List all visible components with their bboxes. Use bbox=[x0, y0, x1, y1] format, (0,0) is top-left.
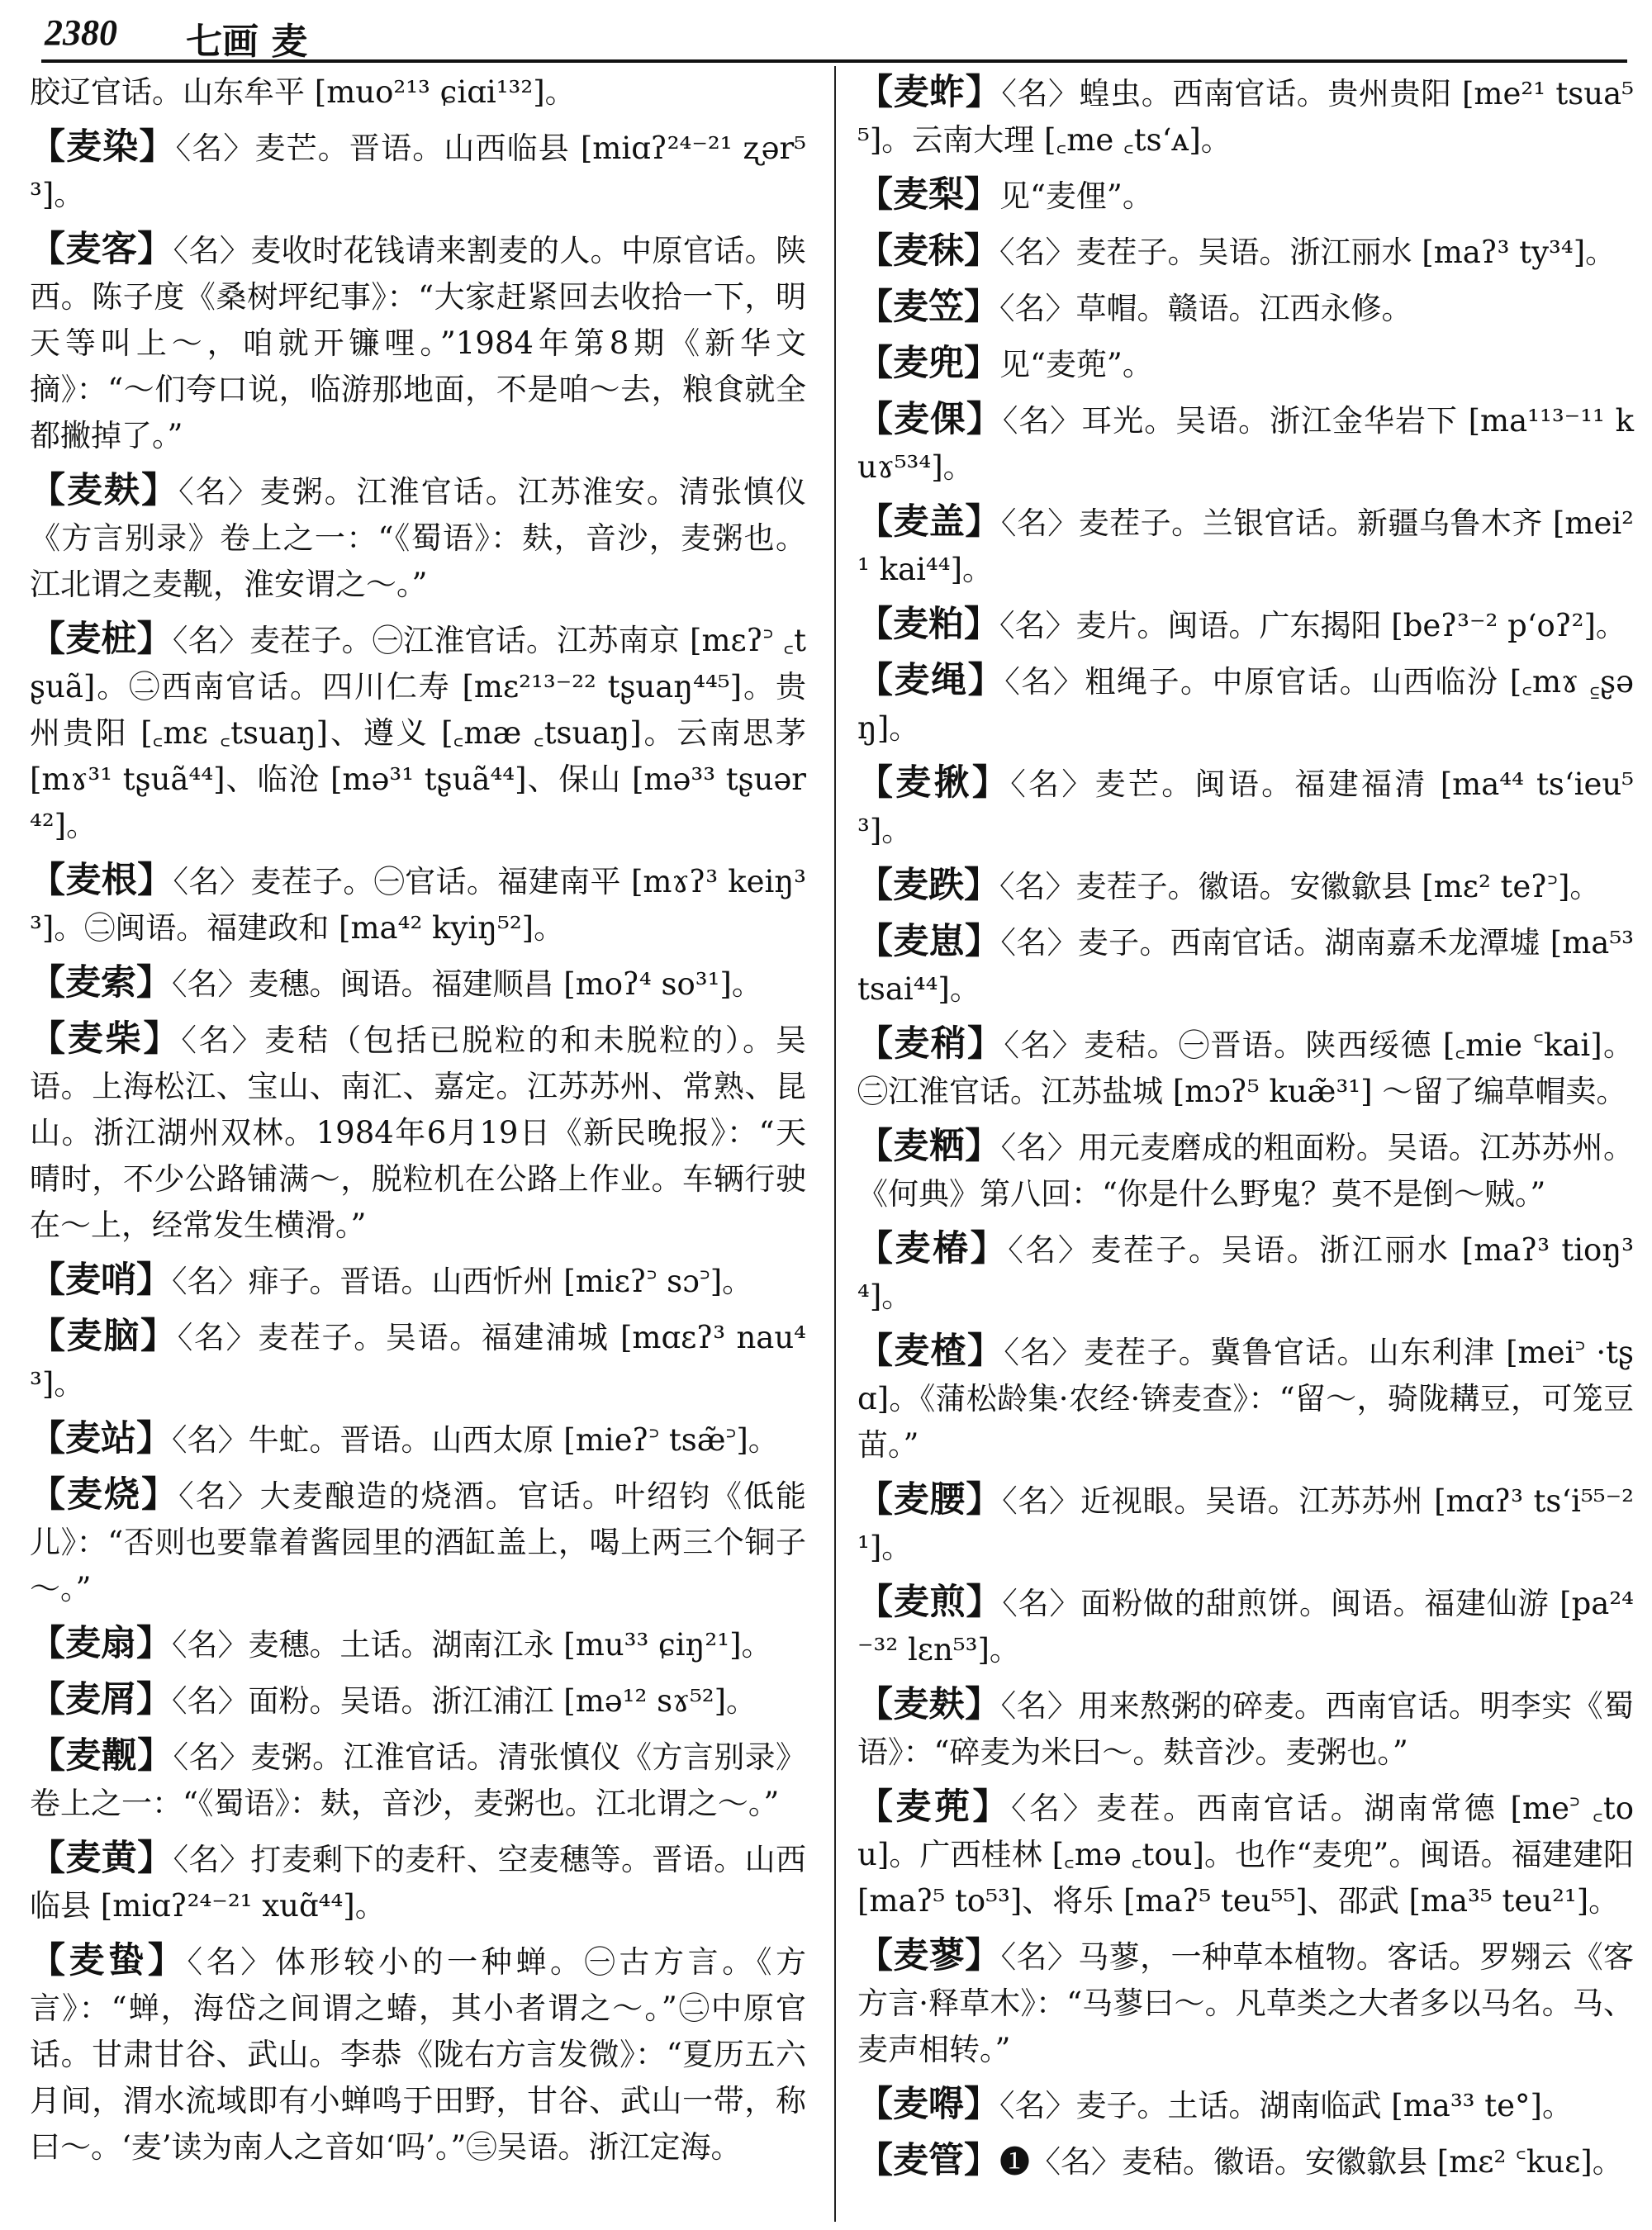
dictionary-entry bbox=[857, 1477, 1634, 1571]
entry-definition: 〈名〉痱子。晋语。山西忻州 [miɛʔ꜄ sɔ꜄]。 bbox=[172, 1264, 753, 1299]
entry-headword: 【麦秣】 bbox=[857, 230, 999, 272]
entry-headword: 【麦蚱】 bbox=[857, 72, 1002, 113]
entry-headword: 【麦烧】 bbox=[30, 1474, 179, 1516]
right-column bbox=[857, 69, 1634, 2194]
dictionary-entry bbox=[857, 1021, 1634, 1115]
entry-definition: 〈名〉麦茬子。㊀官话。福建南平 [mɤʔ³ keiŋ³³]。㊁闽语。福建政和 [ma⁴² kyiŋ⁵²]。 bbox=[30, 864, 807, 946]
entry-definition: 〈名〉草帽。赣语。江西永修。 bbox=[999, 291, 1412, 326]
column-divider bbox=[834, 66, 836, 2222]
dictionary-entry bbox=[30, 1620, 806, 1668]
entry-definition: 〈名〉麦收时花钱请来割麦的人。中原官话。陕西。陈子度《桑树坪纪事》：“大家赶紧回去收拾一下，明天等叫上～，咱就开镰哩。”1984年第8期《新华文摘》：“～们夸口说，临游那地面，不是咱～去，粮食就全都撇掉了。” bbox=[30, 233, 807, 453]
entry-definition: 见“麦蔸”。 bbox=[999, 347, 1153, 382]
left-column bbox=[30, 69, 806, 2179]
entry-headword: 【麦扇】 bbox=[30, 1623, 172, 1664]
entry-headword: 【麦柴】 bbox=[30, 1018, 182, 1060]
entry-headword: 【麦嘚】 bbox=[857, 2084, 999, 2125]
entry-definition: ❶〈名〉麦秸。徽语。安徽歙县 [mɛ² ꜂kuɛ]。 bbox=[999, 2144, 1623, 2180]
entry-definition: 〈名〉麦子。西南官话。湖南嘉禾龙潭墟 [ma⁵³ tsai⁴⁴]。 bbox=[857, 925, 1634, 1007]
entry-headword: 【麦站】 bbox=[30, 1418, 172, 1459]
dictionary-entry bbox=[857, 1328, 1634, 1468]
dictionary-entry bbox=[857, 1579, 1634, 1673]
entry-headword: 【麦屑】 bbox=[30, 1679, 172, 1720]
entry-definition: 〈名〉麦茬子。吴语。浙江丽水 [maʔ³ tioŋ³⁴]。 bbox=[857, 1232, 1634, 1314]
running-head: 七画 麦 bbox=[186, 21, 308, 63]
entry-headword: 【麦跌】 bbox=[857, 865, 999, 906]
entry-definition: 〈名〉面粉。吴语。浙江浦江 [mə¹² sɤ⁵²]。 bbox=[172, 1683, 757, 1719]
entry-definition: 〈名〉牛虻。晋语。山西太原 [mieʔ꜄ tsæ̃꜄]。 bbox=[172, 1422, 779, 1458]
entry-definition: 〈名〉麦茬子。徽语。安徽歙县 [mɛ² teʔ꜄]。 bbox=[999, 869, 1601, 904]
entry-headword: 【麦根】 bbox=[30, 860, 173, 901]
entry-definition: 〈名〉麦茬。西南官话。湖南常德 [me꜄ ꜀tou]。广西桂林 [꜀mə ꜀tou]。也作“麦兜”。闽语。福建建阳 [maʔ⁵ to⁵³]、将乐 [maʔ⁵ teu⁵⁵]、邵武 [ma³⁵ teu²¹]。 bbox=[857, 1791, 1635, 1919]
entry-headword: 【麦觏】 bbox=[30, 1735, 173, 1777]
dictionary-entry bbox=[857, 862, 1634, 910]
dictionary-entry bbox=[30, 1257, 806, 1305]
entry-headword: 【麦楂】 bbox=[857, 1331, 1004, 1372]
dictionary-entry bbox=[30, 1835, 806, 1929]
entry-headword: 【麦煎】 bbox=[857, 1582, 1003, 1623]
entry-headword: 【麦粞】 bbox=[857, 1126, 1001, 1167]
dictionary-entry bbox=[857, 172, 1634, 220]
entry-headword: 【麦腰】 bbox=[857, 1479, 1003, 1521]
entry-definition: 〈名〉麦芒。晋语。山西临县 [miɑʔ²⁴⁻²¹ ʐər⁵³]。 bbox=[30, 130, 806, 212]
dictionary-entry bbox=[857, 1784, 1634, 1924]
entry-definition: 〈名〉面粉做的甜煎饼。闽语。福建仙游 [pa²⁴⁻³² lɛn⁵³]。 bbox=[857, 1586, 1635, 1668]
dictionary-entry bbox=[857, 2081, 1634, 2129]
entry-definition: 〈名〉麦秸。㊀晋语。陕西绥德 [꜀mie ꜂kai]。㊁江淮官话。江苏盐城 [mɔʔ⁵ kuæ̃³¹] ～留了编草帽卖。 bbox=[857, 1027, 1635, 1109]
entry-headword: 【麦椿】 bbox=[857, 1228, 1009, 1269]
dictionary-entry bbox=[30, 1016, 806, 1249]
dictionary-entry bbox=[30, 1938, 806, 2171]
entry-definition: 〈名〉马蓼，一种草本植物。客话。罗翙云《客方言·释草木》：“马蓼曰～。凡草类之大者多以马名。马、麦声相转。” bbox=[857, 1939, 1635, 2067]
entry-definition: 〈名〉近视眼。吴语。江苏苏州 [mɑʔ³ tsʻi⁵⁵⁻²¹]。 bbox=[857, 1483, 1634, 1565]
dictionary-entry bbox=[30, 124, 806, 218]
dictionary-entry bbox=[857, 284, 1634, 332]
entry-definition: 〈名〉麦茬子。吴语。浙江丽水 [maʔ³ ty³⁴]。 bbox=[999, 235, 1616, 270]
dictionary-entry bbox=[857, 918, 1634, 1013]
entry-definition: 〈名〉麦茬子。兰银官话。新疆乌鲁木齐 [mei²¹ kai⁴⁴]。 bbox=[857, 505, 1635, 587]
dictionary-entry bbox=[30, 467, 806, 608]
entry-definition: 〈名〉麦芒。闽语。福建福清 [ma⁴⁴ tsʻieu⁵³]。 bbox=[857, 766, 1635, 848]
entry-definition: 〈名〉麦茬子。冀鲁官话。山东利津 [mei꜄ ·tʂɑ]。《蒲松龄集·农经·锛麦查》：“留～，骑陇耩豆，可笼豆苗。” bbox=[857, 1335, 1634, 1463]
entry-headword: 【麦索】 bbox=[30, 962, 172, 1004]
dictionary-entry bbox=[857, 657, 1634, 752]
entry-definition: 〈名〉麦片。闽语。广东揭阳 [beʔ³⁻² pʻoʔ²]。 bbox=[999, 608, 1626, 643]
entry-headword: 【麦崽】 bbox=[857, 921, 1001, 962]
page-header bbox=[41, 5, 1627, 63]
dictionary-entry bbox=[857, 601, 1634, 649]
entry-definition: 〈名〉体形较小的一种蝉。㊀古方言。《方言》：“蝉，海岱之间谓之蝽，其小者谓之～。”㊁中原官话。甘肃甘谷、武山。李恭《陇右方言发微》：“夏历五六月间，渭水流域即有小蝉鸣于田野，甘谷、武山一带，称曰～。‘麦’读为南人之音如‘吗’。”㊂吴语。浙江定海。 bbox=[30, 1944, 807, 2165]
entry-definition: 〈名〉麦粥。江淮官话。江苏淮安。清张慎仪《方言别录》卷上之一：“《蜀语》：麸，音沙，麦粥也。江北谓之麦觏，淮安谓之～。” bbox=[30, 474, 807, 602]
entry-headword: 【麦蛰】 bbox=[30, 1940, 188, 1981]
dictionary-entry bbox=[30, 616, 806, 849]
entry-headword: 【麦蓼】 bbox=[857, 1935, 1001, 1976]
dictionary-entry bbox=[857, 1226, 1634, 1320]
left-entry-list bbox=[30, 124, 806, 2171]
dictionary-entry bbox=[30, 960, 806, 1008]
dictionary-entry bbox=[857, 1682, 1634, 1776]
entry-headword: 【麦笠】 bbox=[857, 287, 999, 328]
entry-headword: 【麦揪】 bbox=[857, 762, 1011, 804]
entry-definition: 〈名〉耳光。吴语。浙江金华岩下 [ma¹¹³⁻¹¹ kuɤ⁵³⁴]。 bbox=[857, 403, 1635, 485]
entry-definition: 〈名〉大麦酿造的烧酒。官话。叶绍钧《低能儿》：“否则也要靠着酱园里的酒缸盖上，喝上两三个铜子～。” bbox=[30, 1478, 807, 1606]
dictionary-entry bbox=[857, 2137, 1634, 2185]
entry-headword: 【麦桩】 bbox=[30, 619, 173, 660]
entry-definition: 见“麦俚”。 bbox=[999, 178, 1153, 214]
entry-definition: 〈名〉用元麦磨成的粗面粉。吴语。江苏苏州。《何典》第八回：“你是什么野鬼？莫不是倒～贼。” bbox=[857, 1130, 1635, 1212]
entry-headword: 【麦盖】 bbox=[857, 501, 1001, 543]
dictionary-entry bbox=[30, 857, 806, 951]
entry-headword: 【麦脑】 bbox=[30, 1316, 178, 1357]
dictionary-entry bbox=[30, 1677, 806, 1725]
entry-headword: 【麦管】 bbox=[857, 2140, 999, 2181]
dictionary-entry bbox=[857, 69, 1634, 164]
dictionary-entry bbox=[30, 226, 806, 459]
entry-definition: 〈名〉麦穗。土话。湖南江永 [mu³³ ɕiŋ²¹]。 bbox=[172, 1627, 772, 1663]
dictionary-entry bbox=[30, 1416, 806, 1464]
entry-definition: 〈名〉用来熬粥的碎麦。西南官话。明李实《蜀语》：“碎麦为米曰～。麸音沙。麦粥也。” bbox=[857, 1688, 1635, 1770]
right-entry-list bbox=[857, 69, 1634, 2185]
dictionary-entry bbox=[857, 340, 1634, 388]
entry-headword: 【麦黄】 bbox=[30, 1838, 173, 1879]
entry-headword: 【麦麸】 bbox=[857, 1684, 1001, 1725]
entry-headword: 【麦梨】 bbox=[857, 174, 999, 216]
entry-definition: 〈名〉麦子。土话。湖南临武 [ma³³ te°]。 bbox=[999, 2088, 1573, 2123]
entry-headword: 【麦麸】 bbox=[30, 470, 179, 511]
entry-headword: 【麦粕】 bbox=[857, 604, 999, 645]
entry-definition: 〈名〉麦粥。江淮官话。清张慎仪《方言别录》卷上之一：“《蜀语》：麸，音沙，麦粥也。江北谓之～。” bbox=[30, 1739, 807, 1821]
dictionary-entry bbox=[857, 1933, 1634, 2073]
dictionary-entry bbox=[857, 396, 1634, 491]
dictionary-entry bbox=[857, 228, 1634, 276]
page-number: 2380 bbox=[45, 12, 117, 53]
entry-definition: 〈名〉粗绳子。中原官话。山西临汾 [꜀mɤ ꜁ʂəŋ]。 bbox=[857, 664, 1634, 746]
entry-definition: 〈名〉打麦剩下的麦秆、空麦穗等。晋语。山西临县 [miɑʔ²⁴⁻²¹ xuɑ̃⁴⁴]。 bbox=[30, 1842, 807, 1924]
entry-definition: 〈名〉麦穗。闽语。福建顺昌 [moʔ⁴ so³¹]。 bbox=[172, 966, 762, 1002]
entry-definition: 〈名〉蝗虫。西南官话。贵州贵阳 [me²¹ tsua⁵⁵]。云南大理 [꜀me ꜀tsʻᴀ]。 bbox=[857, 76, 1635, 158]
dictionary-entry bbox=[30, 1313, 806, 1407]
dictionary-entry bbox=[857, 499, 1634, 593]
entry-headword: 【麦兜】 bbox=[857, 343, 999, 384]
entry-headword: 【麦染】 bbox=[30, 126, 176, 168]
entry-headword: 【麦稍】 bbox=[857, 1023, 1004, 1065]
entry-headword: 【麦客】 bbox=[30, 229, 173, 270]
entry-headword: 【麦倮】 bbox=[857, 399, 1003, 440]
entry-headword: 【麦绳】 bbox=[857, 660, 1005, 701]
continuation-text: 胶辽官话。山东牟平 [muo²¹³ ɕiɑi¹³²]。 bbox=[30, 74, 576, 110]
dictionary-entry bbox=[857, 760, 1634, 854]
dictionary-entry bbox=[30, 1733, 806, 1827]
entry-headword: 【麦哨】 bbox=[30, 1260, 172, 1301]
entry-definition: 〈名〉麦秸（包括已脱粒的和未脱粒的）。吴语。上海松江、宝山、南汇、嘉定。江苏苏州、常熟、昆山。浙江湖州双林。1984年6月19日《新民晚报》：“天晴时，不少公路铺满～，脱粒机在公路上作业。车辆行驶在～上，经常发生横滑。” bbox=[30, 1022, 807, 1243]
dictionary-entry bbox=[30, 1472, 806, 1612]
entry-definition: 〈名〉麦茬子。吴语。福建浦城 [mɑɛʔ³ nau⁴³]。 bbox=[30, 1320, 807, 1402]
entry-definition: 〈名〉麦茬子。㊀江淮官话。江苏南京 [mɛʔ꜄ ꜀tʂuã]。㊁西南官话。四川仁寿 [mɛ²¹³⁻²² tʂuaŋ⁴⁴⁵]。贵州贵阳 [꜀mɛ ꜀tsuaŋ]、遵义 [꜀mæ ꜀tsuaŋ]。云南思茅 [mɤ³¹ tʂuã⁴⁴]、临沧 [mə³¹ tʂuã⁴⁴]、保山 [mə³³ tʂuər⁴²]。 bbox=[30, 623, 806, 843]
entry-headword: 【麦蔸】 bbox=[857, 1786, 1012, 1828]
dictionary-entry bbox=[857, 1123, 1634, 1217]
